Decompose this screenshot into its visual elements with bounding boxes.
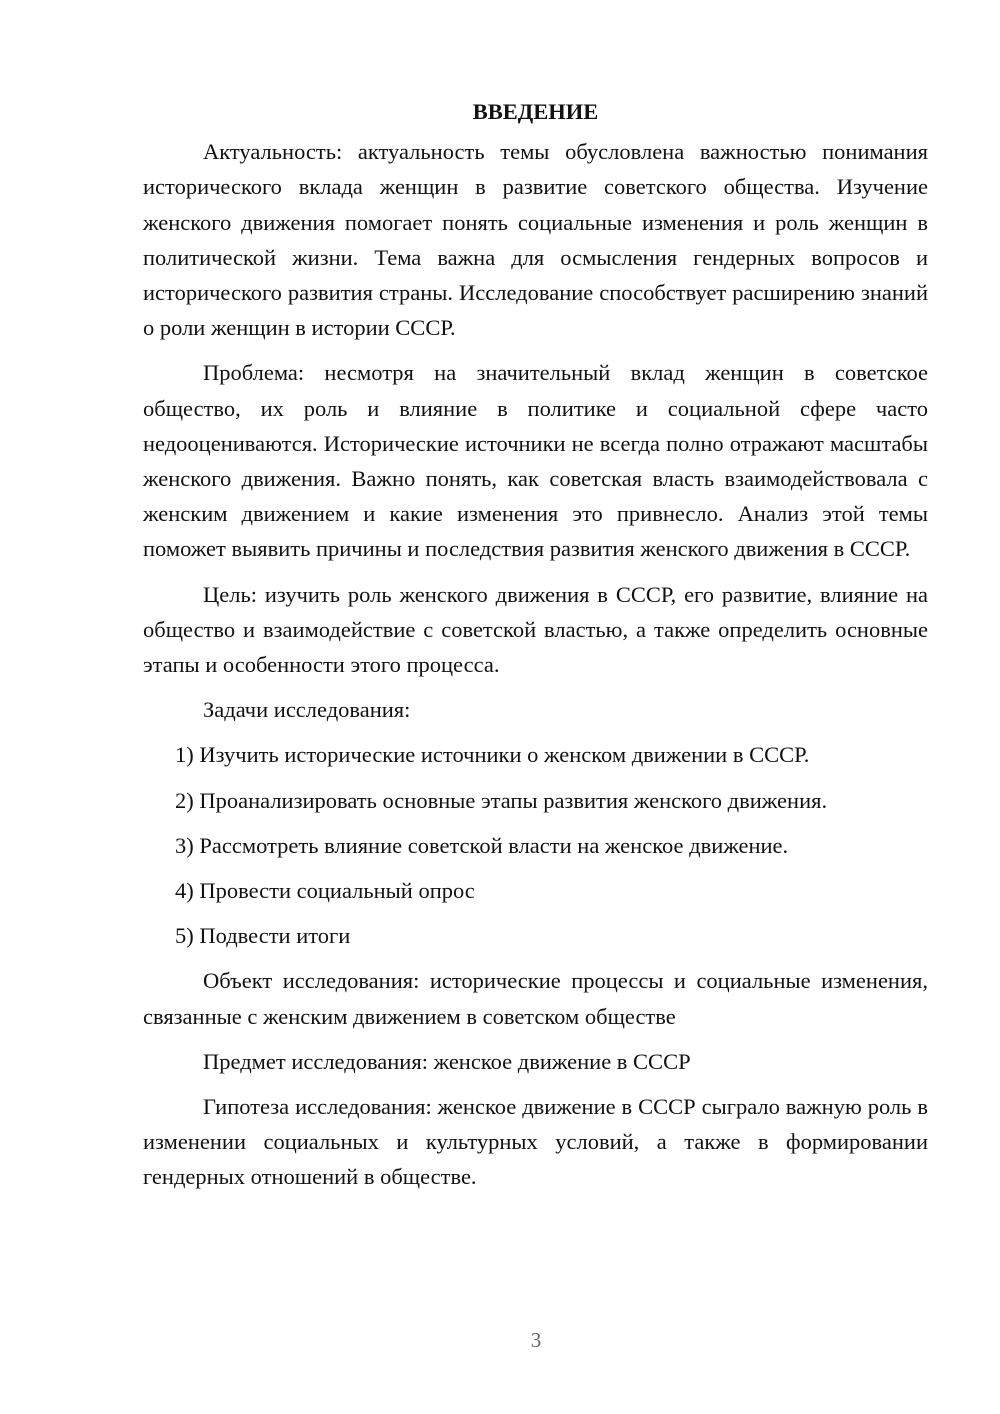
- paragraph-hypothesis: Гипотеза исследования: женское движение в СССР сыграло важную роль в изменении социальных и культурных условий, а также в формировании гендерных отношений в обществе.: [143, 1094, 928, 1190]
- tasks-list: [143, 737, 928, 953]
- task-item-3: 3) Рассмотреть влияние советской власти на женское движение.: [175, 832, 789, 858]
- paragraph-relevance: Актуальность: актуальность темы обусловлена важностью понимания исторического вклада женщин в развитие советского общества. Изучение женского движения помогает понять социальные изменения и роль женщин в политической жизни. Тема важна для осмысления гендерных вопросов и исторического развития страны. Исследование способствует расширению знаний о роли женщин в истории СССР.: [143, 139, 928, 341]
- task-item-1: 1) Изучить исторические источники о женском движении в СССР.: [175, 742, 810, 768]
- page-content: [143, 94, 928, 1205]
- task-item-4: 4) Провести социальный опрос: [175, 878, 475, 904]
- paragraph-object: Объект исследования: исторические процессы и социальные изменения, связанные с женским движением в советском обществе: [143, 968, 928, 1029]
- page-number: 3: [530, 1328, 542, 1352]
- tasks-heading: Задачи исследования:: [203, 697, 411, 723]
- paragraph-goal: Цель: изучить роль женского движения в СССР, его развитие, влияние на общество и взаимодействие с советской властью, а также определить основные этапы и особенности этого процесса.: [143, 581, 928, 678]
- task-item-2: 2) Проанализировать основные этапы развития женского движения.: [175, 787, 828, 813]
- page-title: ВВЕДЕНИЕ: [472, 99, 599, 124]
- paragraph-subject: Предмет исследования: женское движение в СССР: [203, 1048, 691, 1074]
- task-item-5: 5) Подвести итоги: [175, 923, 351, 949]
- paragraph-problem: Проблема: несмотря на значительный вклад женщин в советское общество, их роль и влияние в политике и социальной сфере часто недооцениваются. Исторические источники не всегда полно отражают масштабы женского движения. Важно понять, как советская власть взаимодействовала с женским движением и какие изменения это привнесло. Анализ этой темы поможет выявить причины и последствия развития женского движения в СССР.: [143, 360, 928, 562]
